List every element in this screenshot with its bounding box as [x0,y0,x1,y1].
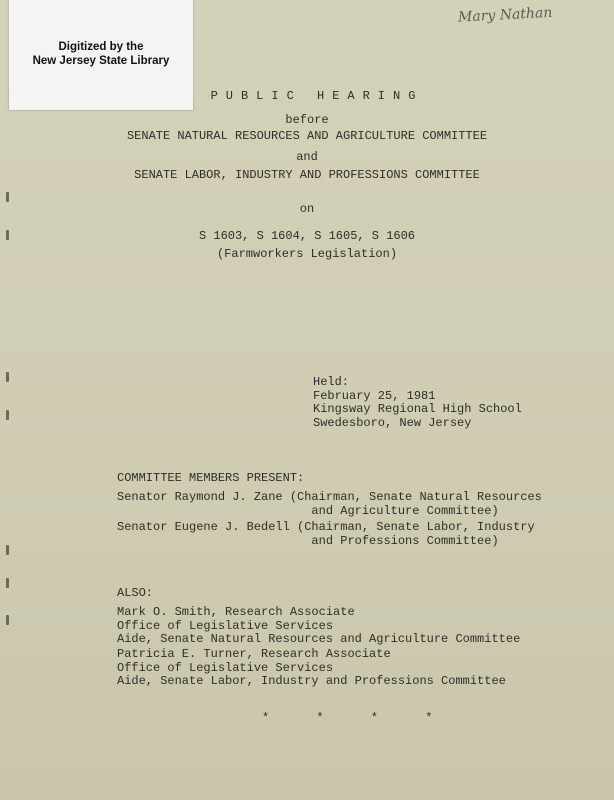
and-text: and [296,150,318,164]
punch-hole-mark [6,410,9,420]
on-text: on [299,202,315,216]
hearing-title: PUBLIC HEARING [210,89,424,103]
member-entry: Senator Eugene J. Bedell (Chairman, Senate Labor, Industry and Professions Committee) [117,520,535,548]
punch-hole-mark [6,615,9,625]
punch-hole-mark [6,372,9,382]
committee-2-name: SENATE LABOR, INDUSTRY AND PROFESSIONS COMMITTEE [134,168,480,182]
handwritten-signature: Mary Nathan [457,4,553,26]
member-entry: Senator Raymond J. Zane (Chairman, Senate Natural Resources and Agriculture Committee) [117,490,542,518]
before-text: before [285,113,329,127]
held-label: Held: [313,375,350,389]
section-divider-stars: * * * * [262,711,453,725]
punch-hole-mark [6,192,9,202]
bill-numbers: S 1603, S 1604, S 1605, S 1606 [198,229,416,243]
hearing-venue: Kingsway Regional High School [313,402,522,417]
aide-entry: Mark O. Smith, Research Associate Office of Legislative Services Aide, Senate Natural Resources and Agriculture Committee [117,605,521,647]
punch-hole-mark [6,545,9,555]
hearing-location: Swedesboro, New Jersey [313,415,472,430]
hearing-date: February 25, 1981 [313,388,436,403]
stamp-line-1: Digitized by the [58,41,144,53]
punch-hole-mark [6,578,9,588]
hearing-details [313,376,522,430]
members-heading: COMMITTEE MEMBERS PRESENT: [117,471,305,485]
legislation-subject: (Farmworkers Legislation) [216,247,398,261]
committee-1-name: SENATE NATURAL RESOURCES AND AGRICULTURE COMMITTEE [126,129,488,143]
aide-entry: Patricia E. Turner, Research Associate Office of Legislative Services Aide, Senate Labor, Industry and Professions Committee [117,647,506,689]
stamp-line-2: New Jersey State Library [32,55,170,67]
also-heading: ALSO: [117,586,154,600]
